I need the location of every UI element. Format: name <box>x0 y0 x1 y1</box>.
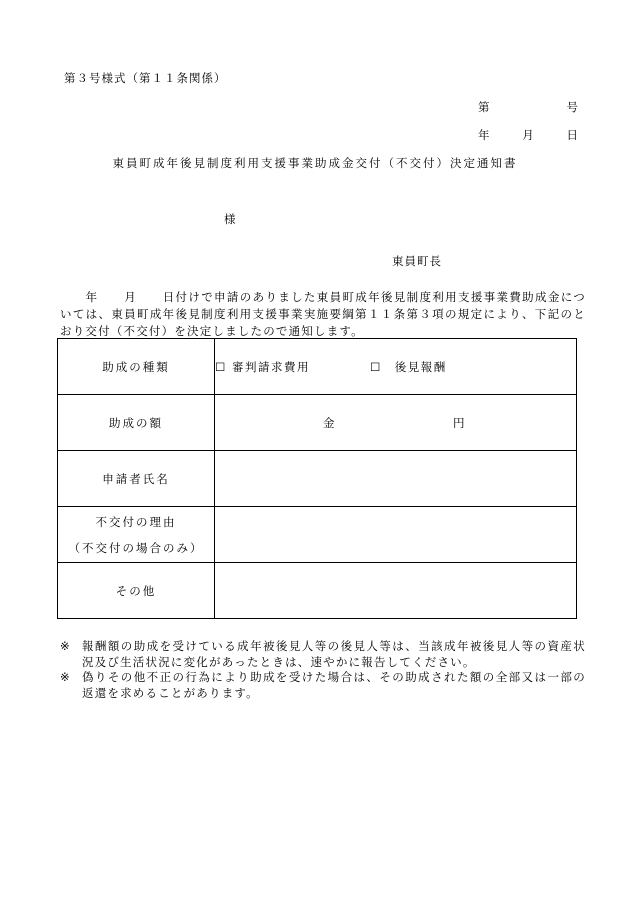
body-paragraph: 年 月 日付けで申請のありました東員町成年後見制度利用支援事業費助成金については、東員町成年後見制度利用支援事業実施要綱第１１条第３項の規定により、下記のとおり交付（不交付）を決定しましたので通知します。 <box>60 290 586 338</box>
number-prefix: 第 <box>478 100 490 114</box>
issuer: 東員町長 <box>392 254 442 268</box>
note-item <box>60 670 586 701</box>
amount-prefix: 金 <box>323 416 335 430</box>
table-row <box>58 507 577 563</box>
date-year: 年 <box>478 128 490 142</box>
number-suffix: 号 <box>566 100 578 114</box>
note-text: 偽りその他不正の行為により助成を受けた場合は、その助成された額の全部又は一部の返還を求めることがあります。 <box>82 670 586 700</box>
decision-table <box>57 338 577 619</box>
kind-label: 助成の種類 <box>58 339 215 395</box>
amount-cell <box>215 395 577 451</box>
date-month: 月 <box>522 128 534 142</box>
notes <box>60 639 586 701</box>
kind-option-guardian-fee[interactable]: ☐ 後見報酬 <box>369 359 447 374</box>
note-mark: ※ <box>60 670 71 684</box>
kind-option-petition-fee[interactable]: ☐ 審判請求費用 <box>215 359 310 374</box>
other-field[interactable] <box>215 563 577 619</box>
addressee-suffix: 様 <box>224 212 236 226</box>
kind-options <box>215 339 577 395</box>
document-title: 東員町成年後見制度利用支援事業助成金交付（不交付）決定通知書 <box>112 156 518 170</box>
document-number-line <box>478 99 578 115</box>
applicant-field[interactable] <box>215 451 577 507</box>
table-row <box>58 395 577 451</box>
date-day: 日 <box>566 128 578 142</box>
note-item <box>60 639 586 670</box>
amount-label: 助成の額 <box>58 395 215 451</box>
table-row <box>58 339 577 395</box>
other-label: その他 <box>58 563 215 619</box>
reason-label-line2: （不交付の場合のみ） <box>68 540 204 555</box>
date-line <box>478 127 578 143</box>
reason-label <box>58 507 215 563</box>
reason-label-line1: 不交付の理由 <box>95 514 177 529</box>
table-row <box>58 563 577 619</box>
reason-field[interactable] <box>215 507 577 563</box>
table-row <box>58 451 577 507</box>
form-number: 第３号様式（第１１条関係） <box>64 71 227 85</box>
applicant-label: 申請者氏名 <box>58 451 215 507</box>
amount-suffix: 円 <box>453 416 465 430</box>
note-text: 報酬額の助成を受けている成年被後見人等の後見人等は、当該成年被後見人等の資産状況及び生活状況に変化があったときは、速やかに報告してください。 <box>82 639 586 669</box>
note-mark: ※ <box>60 639 71 653</box>
